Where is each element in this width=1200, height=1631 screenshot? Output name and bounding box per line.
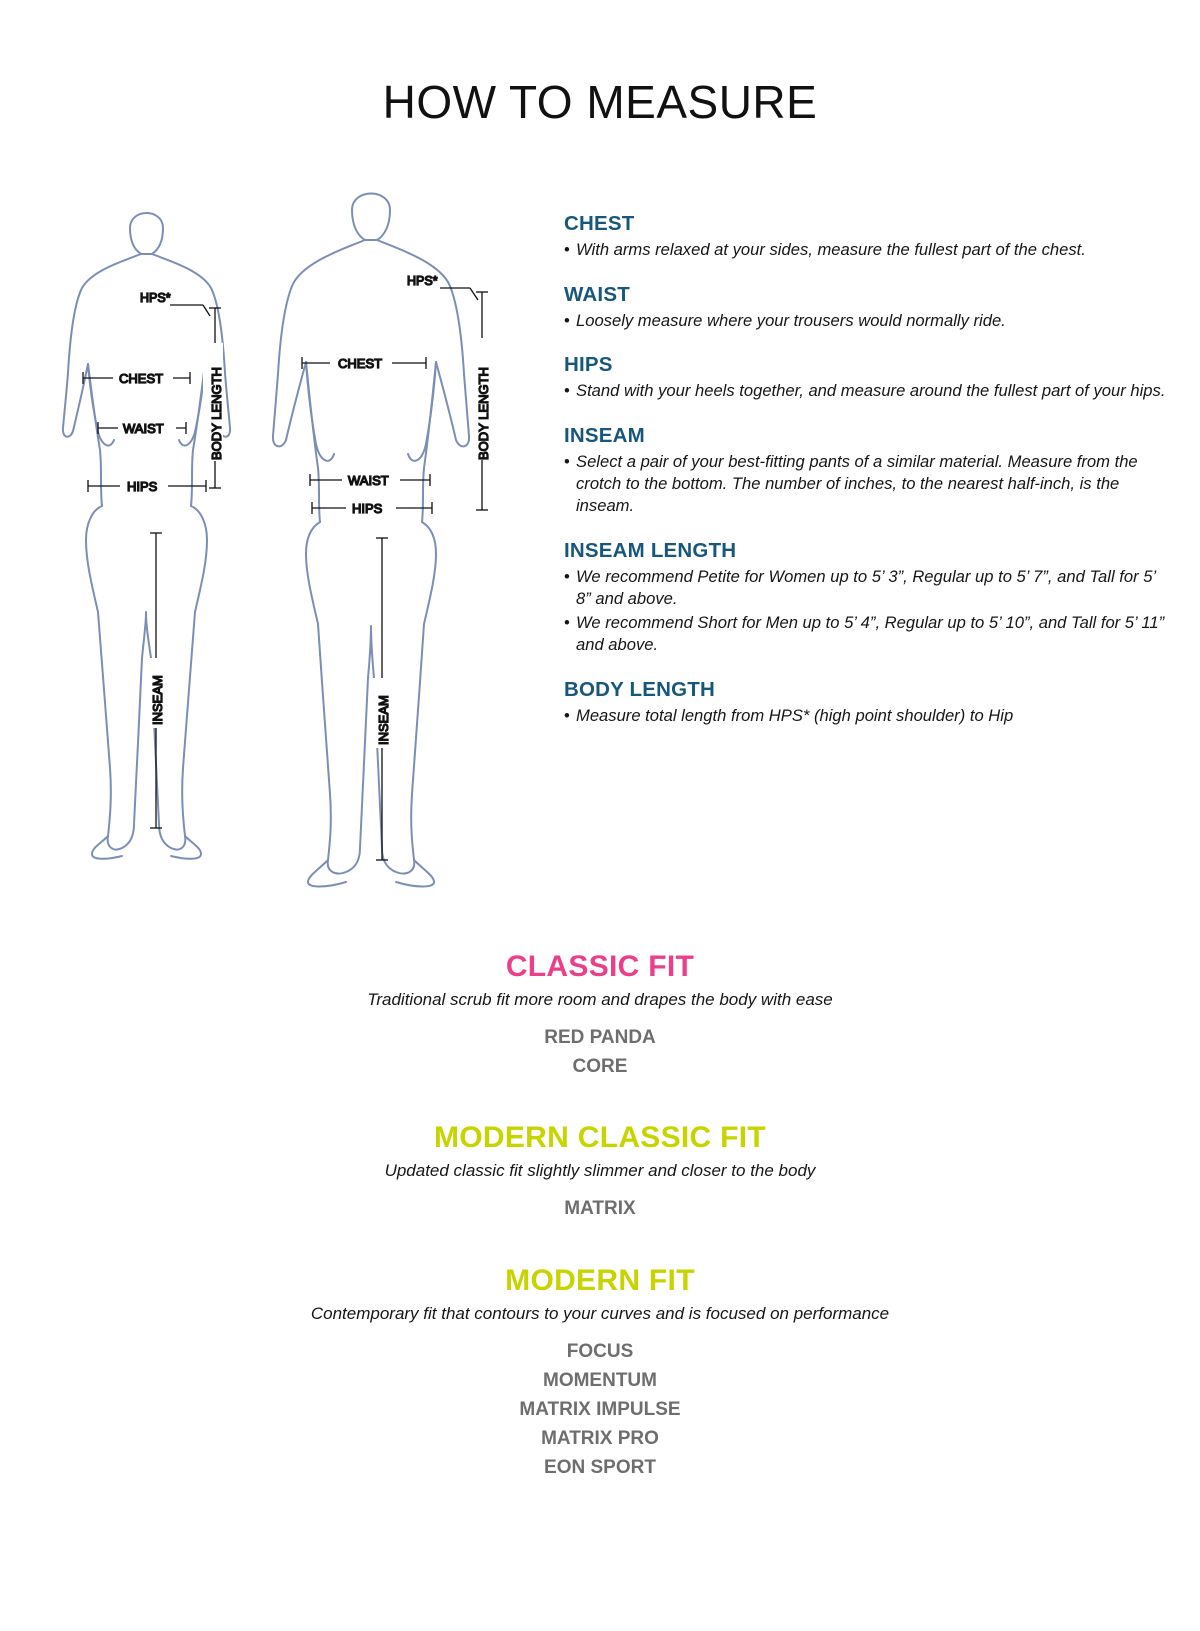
measurement-inseam-length — [564, 539, 1170, 656]
label-inseam-male: INSEAM — [376, 694, 391, 745]
figure-diagrams — [30, 188, 550, 888]
fit-product: RED PANDA — [544, 1026, 656, 1048]
top-section — [0, 160, 1200, 888]
measurement-text: Loosely measure where your trousers would normally ride. — [576, 310, 1006, 330]
fit-product: MATRIX IMPULSE — [519, 1399, 681, 1420]
fit-product-list — [0, 1338, 1200, 1482]
label-inseam-female: INSEAM — [150, 674, 165, 725]
measurement-item — [564, 239, 1170, 261]
label-waist-female: WAIST — [123, 420, 164, 436]
label-hps-female: HPS* — [140, 290, 171, 305]
label-body-length-male: BODY LENGTH — [476, 366, 491, 460]
measurement-text: We recommend Petite for Women up to 5’ 3”, Regular up to 5’ 7”, and Tall for 5’ 8” and above. — [576, 566, 1156, 608]
fit-description: Traditional scrub fit more room and drapes the body with ease — [367, 989, 833, 1009]
measurement-item — [564, 310, 1170, 332]
female-figure — [63, 213, 230, 859]
measurement-text: Measure total length from HPS* (high point shoulder) to Hip — [576, 705, 1014, 725]
label-chest-male: CHEST — [338, 355, 383, 371]
fit-product: FOCUS — [566, 1341, 634, 1363]
fit-product-list — [0, 1195, 1200, 1224]
measurement-heading: INSEAM LENGTH — [564, 538, 737, 562]
measurement-heading: CHEST — [564, 211, 635, 235]
fit-product: MATRIX PRO — [541, 1427, 659, 1449]
male-figure — [273, 193, 469, 886]
fit-title: MODERN FIT — [505, 1264, 695, 1298]
measurement-item — [564, 705, 1170, 727]
measurement-text: Stand with your heels together, and measure around the fullest part of your hips. — [576, 381, 1166, 401]
measurement-hips — [564, 353, 1170, 402]
measurement-waist — [564, 283, 1170, 332]
female-measure-lines — [83, 291, 224, 828]
fit-product: EON SPORT — [544, 1456, 656, 1478]
measurement-instructions — [550, 188, 1170, 749]
measurement-text: With arms relaxed at your sides, measure the fullest part of the chest. — [576, 239, 1086, 259]
fit-title: MODERN CLASSIC FIT — [433, 1121, 767, 1155]
fit-title: CLASSIC FIT — [505, 949, 695, 983]
label-hps-male: HPS* — [407, 273, 438, 288]
fit-product: MATRIX — [564, 1198, 636, 1220]
fit-description: Updated classic fit slightly slimmer and closer to the body — [384, 1161, 816, 1181]
bullet-icon: • — [564, 566, 570, 586]
label-hips-female: HIPS — [127, 478, 158, 494]
bullet-icon: • — [564, 310, 570, 330]
bullet-icon: • — [564, 381, 570, 401]
fit-modern-classic — [0, 1121, 1200, 1224]
fit-product: CORE — [572, 1055, 628, 1077]
bullet-icon: • — [564, 612, 570, 632]
fit-modern — [0, 1264, 1200, 1482]
measurement-heading: WAIST — [564, 282, 630, 306]
bullet-icon: • — [564, 452, 570, 472]
measurement-heading: HIPS — [564, 353, 613, 377]
measurement-text: Select a pair of your best-fitting pants of a similar material. Measure from the crotch to the bottom. The number of inches, to the nearest half-inch, is the inseam. — [576, 452, 1138, 516]
fit-classic — [0, 950, 1200, 1082]
measurement-heading: INSEAM — [564, 424, 645, 448]
page-title: HOW TO MEASURE — [382, 75, 818, 128]
fit-product-list — [0, 1024, 1200, 1082]
label-hips-male: HIPS — [352, 500, 383, 516]
measurement-body-length — [564, 678, 1170, 727]
bullet-icon: • — [564, 705, 570, 725]
body-measurement-diagram — [30, 188, 550, 888]
fit-types-section — [0, 950, 1200, 1483]
how-to-measure-page — [0, 31, 1200, 1631]
measurement-item — [564, 380, 1170, 402]
measurement-heading: BODY LENGTH — [564, 677, 716, 701]
measurement-chest — [564, 212, 1170, 261]
label-body-length-female: BODY LENGTH — [209, 366, 224, 460]
measurement-item — [564, 612, 1170, 656]
fit-description: Contemporary fit that contours to your curves and is focused on performance — [310, 1304, 890, 1324]
measurement-item — [564, 451, 1170, 517]
label-chest-female: CHEST — [119, 370, 164, 386]
measurement-text: We recommend Short for Men up to 5’ 4”, Regular up to 5’ 10”, and Tall for 5’ 11” and above. — [576, 612, 1165, 654]
label-waist-male: WAIST — [348, 472, 389, 488]
measurement-inseam — [564, 424, 1170, 517]
measurement-item — [564, 566, 1170, 610]
fit-product: MOMENTUM — [543, 1370, 657, 1392]
bullet-icon: • — [564, 239, 570, 259]
